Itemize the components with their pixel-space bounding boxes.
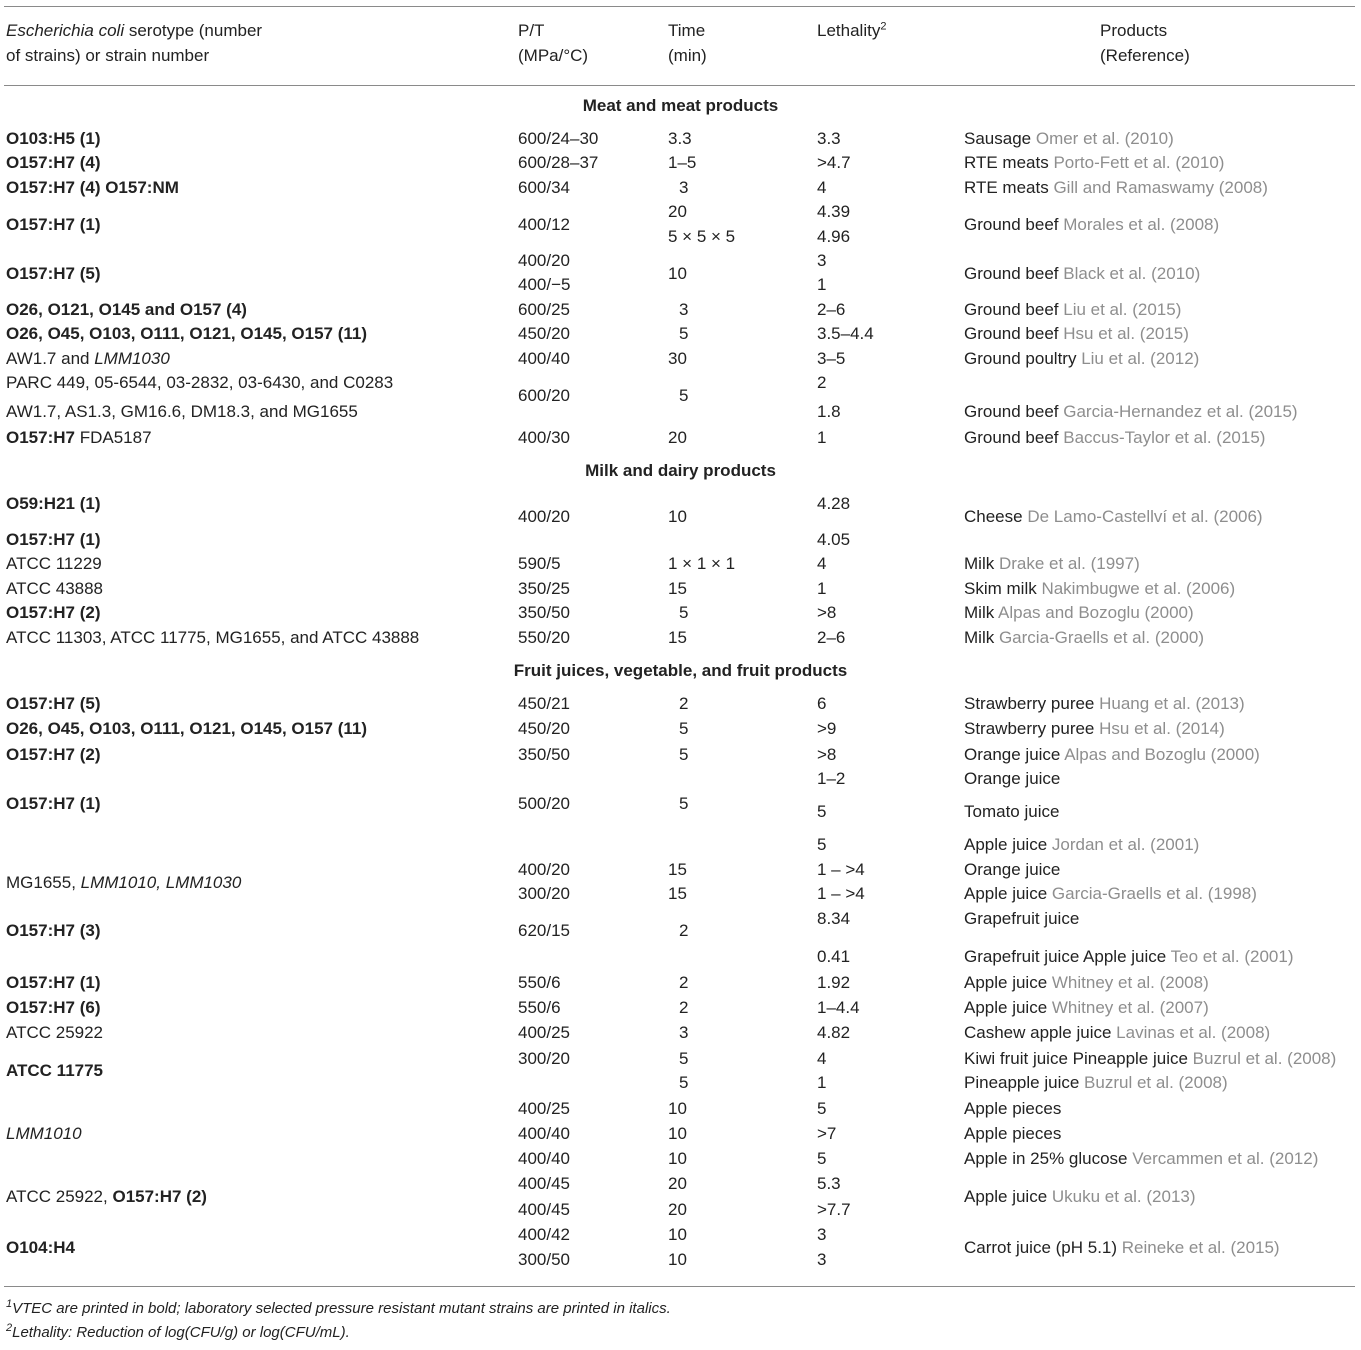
- lethality-cell: 1.8: [817, 402, 841, 421]
- strain-cell: O104:H4: [6, 1238, 75, 1257]
- reference-link[interactable]: Drake et al. (1997): [998, 554, 1140, 573]
- header-rule: [4, 85, 1355, 86]
- header-reference: (Reference): [1100, 46, 1190, 65]
- lethality-cell: 1.92: [817, 973, 851, 992]
- pt-cell: 400/40: [518, 1149, 570, 1168]
- section-meat: Meat and meat products: [582, 96, 779, 115]
- lethality-cell: 4: [817, 178, 827, 197]
- pt-cell: 450/20: [518, 719, 570, 738]
- product-cell: [964, 603, 1194, 623]
- product-cell: [964, 1187, 1196, 1207]
- strain-cell: O157:H7 (4) O157:NM: [6, 178, 179, 197]
- lethality-cell: 1–2: [817, 769, 846, 788]
- footnote-1: [6, 1300, 671, 1318]
- reference-link[interactable]: Ukuku et al. (2013): [1051, 1187, 1196, 1206]
- strain-cell: O157:H7 (5): [6, 264, 101, 283]
- time-cell: 1–5: [668, 153, 697, 172]
- pt-cell: 450/21: [518, 694, 570, 713]
- pt-cell: 400/20: [518, 860, 570, 879]
- lethality-cell: >4.7: [817, 153, 851, 172]
- product-cell: [964, 300, 1181, 320]
- product-cell: [964, 973, 1209, 993]
- product-cell: [964, 349, 1199, 369]
- reference-link[interactable]: Nakimbugwe et al. (2006): [1041, 579, 1236, 598]
- product-name: Ground beef: [964, 300, 1064, 319]
- time-cell: 15: [668, 860, 687, 879]
- pt-cell: 500/20: [518, 794, 570, 813]
- lethality-cell: 3: [817, 251, 827, 270]
- reference-link[interactable]: Baccus-Taylor et al. (2015): [1063, 428, 1266, 447]
- pt-cell: 400/30: [518, 428, 570, 447]
- product-name: Apple juice: [964, 1187, 1052, 1206]
- pt-cell: 550/20: [518, 628, 570, 647]
- product-cell: [964, 507, 1263, 527]
- product-cell: [964, 215, 1219, 235]
- product-cell: [964, 1238, 1280, 1258]
- header-species: Escherichia coli: [6, 21, 125, 40]
- pt-cell: 550/6: [518, 998, 561, 1017]
- time-cell: 10: [668, 1149, 687, 1168]
- lethality-cell: >9: [817, 719, 837, 738]
- top-rule: [4, 6, 1355, 7]
- product-name: Ground beef: [964, 428, 1064, 447]
- pt-cell: 400/40: [518, 349, 570, 368]
- product-name: Cashew apple juice: [964, 1023, 1117, 1042]
- strain-plain: MG1655,: [6, 873, 81, 892]
- product-name: Ground beef: [964, 324, 1064, 343]
- product-name: Carrot juice (pH 5.1): [964, 1238, 1122, 1257]
- pt-cell: 600/28–37: [518, 153, 599, 172]
- header-strain: [6, 21, 262, 41]
- reference-link[interactable]: Whitney et al. (2008): [1051, 973, 1209, 992]
- product-cell: [964, 835, 1199, 855]
- reference-link[interactable]: Garcia-Graells et al. (1998): [1051, 884, 1257, 903]
- time-cell: 20: [668, 1174, 687, 1193]
- strain-plain: FDA5187: [74, 428, 152, 447]
- product-name: RTE meats: [964, 178, 1054, 197]
- product-name: Apple in 25% glucose: [964, 1149, 1133, 1168]
- strain-cell: O26, O45, O103, O111, O121, O145, O157 (11): [6, 719, 368, 738]
- product-cell: [964, 1023, 1270, 1043]
- lethality-cell: 5: [817, 1149, 827, 1168]
- time-cell: 20: [668, 1200, 687, 1219]
- time-cell: 2: [679, 998, 689, 1017]
- pt-cell: 400/42: [518, 1225, 570, 1244]
- time-cell: 5: [679, 603, 689, 622]
- strain-cell: O157:H7 (2): [6, 603, 101, 622]
- time-cell: 2: [679, 973, 689, 992]
- product-cell: [964, 884, 1257, 904]
- lethality-cell: 1: [817, 1073, 827, 1092]
- header-strain-line2: of strains) or strain number: [6, 46, 210, 65]
- pt-cell: 300/20: [518, 884, 570, 903]
- time-cell: 15: [668, 884, 687, 903]
- reference-link[interactable]: Vercammen et al. (2012): [1132, 1149, 1319, 1168]
- time-cell: 15: [668, 579, 687, 598]
- product-name: Strawberry puree: [964, 719, 1100, 738]
- reference-link[interactable]: Alpas and Bozoglu (2000): [998, 603, 1194, 622]
- reference-link[interactable]: Reineke et al. (2015): [1121, 1238, 1280, 1257]
- strain-cell: [6, 428, 152, 448]
- pt-cell: 400/25: [518, 1099, 570, 1118]
- pt-cell: 400/40: [518, 1124, 570, 1143]
- reference-link[interactable]: Huang et al. (2013): [1099, 694, 1245, 713]
- time-cell: 20: [668, 428, 687, 447]
- time-cell: 3: [679, 178, 689, 197]
- strain-cell: ATCC 11229: [6, 554, 102, 573]
- product-name: Orange juice: [964, 745, 1065, 764]
- product-name: Kiwi fruit juice Pineapple juice: [964, 1049, 1193, 1068]
- pt-cell: 400/25: [518, 1023, 570, 1042]
- product-name: Ground beef: [964, 402, 1064, 421]
- pt-cell: 350/50: [518, 603, 570, 622]
- product-name: Apple juice: [964, 973, 1052, 992]
- product-cell: Orange juice: [964, 769, 1061, 788]
- pt-cell: 550/6: [518, 973, 561, 992]
- pt-cell: 400/12: [518, 215, 570, 234]
- product-name: Ground beef: [964, 264, 1064, 283]
- lethality-cell: 3: [817, 1250, 827, 1269]
- reference-link[interactable]: Gill and Ramaswamy (2008): [1053, 178, 1268, 197]
- lethality-cell: 1: [817, 579, 827, 598]
- bottom-rule: [4, 1286, 1355, 1287]
- time-cell: 10: [668, 1250, 687, 1269]
- header-strain-rest: serotype (number: [124, 21, 263, 40]
- time-cell: 3: [679, 300, 689, 319]
- time-cell: 1 × 1 × 1: [668, 554, 736, 573]
- section-milk: Milk and dairy products: [585, 461, 776, 480]
- product-name: Sausage: [964, 129, 1036, 148]
- strain-mutant: LMM1010, LMM1030: [80, 873, 242, 892]
- header-lethality: [817, 21, 886, 41]
- product-name: Milk: [964, 603, 998, 622]
- product-cell: Apple pieces: [964, 1124, 1062, 1143]
- product-name: Skim milk: [964, 579, 1042, 598]
- lethality-cell: 1 – >4: [817, 860, 865, 879]
- product-name: Apple juice: [964, 884, 1052, 903]
- strain-cell: O157:H7 (1): [6, 973, 101, 992]
- lethality-cell: 2–6: [817, 300, 846, 319]
- strain-cell: O59:H21 (1): [6, 494, 101, 513]
- product-cell: Grapefruit juice: [964, 909, 1080, 928]
- lethality-cell: 4: [817, 554, 827, 573]
- reference-link[interactable]: De Lamo-Castellví et al. (2006): [1027, 507, 1263, 526]
- pt-cell: 400/45: [518, 1174, 570, 1193]
- product-cell: [964, 1049, 1336, 1069]
- time-cell: 5: [679, 386, 689, 405]
- time-cell: 10: [668, 1225, 687, 1244]
- strain-cell: O103:H5 (1): [6, 129, 101, 148]
- pt-cell: 450/20: [518, 324, 570, 343]
- product-name: Ground poultry: [964, 349, 1082, 368]
- header-lethality-label: Lethality: [817, 21, 881, 40]
- pt-cell: 400/−5: [518, 275, 571, 294]
- time-cell: 5: [679, 1049, 689, 1068]
- strain-cell: LMM1010: [6, 1124, 82, 1143]
- product-cell: Orange juice: [964, 860, 1061, 879]
- strain-cell: PARC 449, 05-6544, 03-2832, 03-6430, and C0283: [6, 373, 394, 392]
- product-cell: [964, 1073, 1228, 1093]
- time-cell: 3.3: [668, 129, 692, 148]
- product-name: Grapefruit juice Apple juice: [964, 947, 1171, 966]
- reference-link[interactable]: Porto-Fett et al. (2010): [1053, 153, 1225, 172]
- time-cell: 5: [679, 794, 689, 813]
- lethality-cell: 2–6: [817, 628, 846, 647]
- product-cell: [964, 579, 1235, 599]
- time-cell: 5: [679, 719, 689, 738]
- reference-link[interactable]: Black et al. (2010): [1063, 264, 1201, 283]
- strain-cell: [6, 1187, 207, 1207]
- strain-cell: O157:H7 (4): [6, 153, 101, 172]
- lethality-cell: >7.7: [817, 1200, 851, 1219]
- reference-link[interactable]: Lavinas et al. (2008): [1116, 1023, 1271, 1042]
- reference-link[interactable]: Buzrul et al. (2008): [1192, 1049, 1337, 1068]
- reference-link[interactable]: Buzrul et al. (2008): [1084, 1073, 1228, 1092]
- strain-cell: O157:H7 (5): [6, 694, 101, 713]
- header-products: Products: [1100, 21, 1168, 40]
- lethality-cell: 4: [817, 1049, 827, 1068]
- lethality-cell: >7: [817, 1124, 837, 1143]
- strain-cell: O26, O45, O103, O111, O121, O145, O157 (11): [6, 324, 368, 343]
- pt-cell: 400/45: [518, 1200, 570, 1219]
- reference-link[interactable]: Alpas and Bozoglu (2000): [1064, 745, 1260, 764]
- pt-cell: 350/50: [518, 745, 570, 764]
- footnote-1-sup: 1: [6, 1298, 13, 1310]
- lethality-cell: 5.3: [817, 1174, 841, 1193]
- lethality-cell: 3.3: [817, 129, 841, 148]
- product-cell: [964, 178, 1268, 198]
- strain-vtec: O157:H7 (2): [112, 1187, 207, 1206]
- time-cell: 5 × 5 × 5: [668, 227, 736, 246]
- pt-cell: 600/25: [518, 300, 570, 319]
- strain-cell: [6, 873, 241, 893]
- strain-plain: ATCC 25922,: [6, 1187, 113, 1206]
- product-cell: [964, 947, 1294, 967]
- reference-link[interactable]: Whitney et al. (2007): [1051, 998, 1209, 1017]
- lethality-cell: 6: [817, 694, 827, 713]
- product-cell: [964, 719, 1225, 739]
- strain-cell: ATCC 25922: [6, 1023, 104, 1042]
- strain-cell: O26, O121, O145 and O157 (4): [6, 300, 247, 319]
- strain-plain: AW1.7 and: [6, 349, 95, 368]
- strain-cell: O157:H7 (1): [6, 794, 101, 813]
- lethality-cell: 4.39: [817, 202, 851, 221]
- product-cell: [964, 428, 1265, 448]
- pt-cell: 350/25: [518, 579, 570, 598]
- time-cell: 10: [668, 264, 687, 283]
- product-name: Pineapple juice: [964, 1073, 1085, 1092]
- strain-cell: ATCC 43888: [6, 579, 104, 598]
- strain-cell: ATCC 11303, ATCC 11775, MG1655, and ATCC 43888: [6, 628, 420, 647]
- reference-link[interactable]: Garcia-Graells et al. (2000): [998, 628, 1204, 647]
- lethality-cell: 5: [817, 835, 827, 854]
- lethality-cell: 4.82: [817, 1023, 851, 1042]
- product-name: Cheese: [964, 507, 1028, 526]
- time-cell: 5: [679, 1073, 689, 1092]
- lethality-cell: 1 – >4: [817, 884, 865, 903]
- lethality-cell: 3.5–4.4: [817, 324, 874, 343]
- product-cell: [964, 402, 1298, 422]
- strain-cell: AW1.7, AS1.3, GM16.6, DM18.3, and MG1655: [6, 402, 358, 421]
- time-cell: 5: [679, 745, 689, 764]
- strain-vtec: O157:H7: [6, 428, 75, 447]
- lethality-cell: 1: [817, 428, 827, 447]
- product-cell: [964, 153, 1224, 173]
- header-pt: P/T: [518, 21, 545, 40]
- lethality-cell: 4.28: [817, 494, 851, 513]
- pt-cell: 400/20: [518, 507, 570, 526]
- header-pt-unit: (MPa/°C): [518, 46, 589, 65]
- product-cell: [964, 694, 1245, 714]
- reference-link[interactable]: Garcia-Hernandez et al. (2015): [1063, 402, 1298, 421]
- lethality-cell: 2: [817, 373, 827, 392]
- strain-cell: O157:H7 (1): [6, 215, 101, 234]
- pt-cell: 600/20: [518, 386, 570, 405]
- product-name: Strawberry puree: [964, 694, 1100, 713]
- pt-cell: 620/15: [518, 921, 570, 940]
- strain-mutant: LMM1030: [94, 349, 170, 368]
- time-cell: 10: [668, 507, 687, 526]
- lethality-cell: 0.41: [817, 947, 851, 966]
- time-cell: 30: [668, 349, 687, 368]
- strain-cell: ATCC 11775: [6, 1061, 104, 1080]
- product-cell: [964, 264, 1200, 284]
- footnote-2-text: Lethality: Reduction of log(CFU/g) or log(CFU/mL).: [12, 1324, 350, 1341]
- product-name: Apple juice: [964, 998, 1052, 1017]
- product-name: Milk: [964, 554, 999, 573]
- section-fruit: Fruit juices, vegetable, and fruit products: [513, 661, 848, 680]
- time-cell: 15: [668, 628, 687, 647]
- reference-link[interactable]: Liu et al. (2012): [1081, 349, 1200, 368]
- time-cell: 10: [668, 1124, 687, 1143]
- header-time-unit: (min): [668, 46, 707, 65]
- pt-cell: 300/50: [518, 1250, 570, 1269]
- lethality-cell: 5: [817, 802, 827, 821]
- product-cell: Tomato juice: [964, 802, 1060, 821]
- lethality-cell: 8.34: [817, 909, 851, 928]
- header-lethality-sup: 2: [880, 20, 887, 33]
- reference-link[interactable]: Morales et al. (2008): [1063, 215, 1220, 234]
- time-cell: 20: [668, 202, 687, 221]
- product-name: RTE meats: [964, 153, 1054, 172]
- strain-cell: O157:H7 (2): [6, 745, 101, 764]
- reference-link[interactable]: Omer et al. (2010): [1035, 129, 1174, 148]
- lethality-cell: 3–5: [817, 349, 846, 368]
- lethality-cell: 1–4.4: [817, 998, 860, 1017]
- product-name: Milk: [964, 628, 999, 647]
- time-cell: 3: [679, 1023, 689, 1042]
- time-cell: 2: [679, 694, 689, 713]
- time-cell: 10: [668, 1099, 687, 1118]
- lethality-cell: 3: [817, 1225, 827, 1244]
- lethality-cell: 4.96: [817, 227, 851, 246]
- lethality-cell: >8: [817, 745, 837, 764]
- footnote-2-sup: 2: [6, 1322, 13, 1334]
- product-cell: [964, 324, 1189, 344]
- lethality-cell: 4.05: [817, 530, 851, 549]
- pt-cell: 590/5: [518, 554, 561, 573]
- product-cell: [964, 745, 1260, 765]
- reference-link[interactable]: Liu et al. (2015): [1063, 300, 1182, 319]
- reference-link[interactable]: Jordan et al. (2001): [1051, 835, 1200, 854]
- pt-cell: 400/20: [518, 251, 570, 270]
- pt-cell: 300/20: [518, 1049, 570, 1068]
- product-cell: [964, 628, 1204, 648]
- time-cell: 5: [679, 324, 689, 343]
- strain-cell: [6, 349, 170, 369]
- header-time: Time: [668, 21, 706, 40]
- product-name: Apple juice: [964, 835, 1052, 854]
- product-name: Ground beef: [964, 215, 1064, 234]
- lethality-cell: 5: [817, 1099, 827, 1118]
- product-cell: [964, 1149, 1318, 1169]
- strain-cell: O157:H7 (6): [6, 998, 101, 1017]
- pt-cell: 600/34: [518, 178, 570, 197]
- footnote-1-text: VTEC are printed in bold; laboratory selected pressure resistant mutant strains are printed in italics.: [12, 1300, 671, 1317]
- lethality-cell: >8: [817, 603, 837, 622]
- reference-link[interactable]: Teo et al. (2001): [1170, 947, 1294, 966]
- footnote-2: [6, 1324, 350, 1342]
- strain-cell: O157:H7 (3): [6, 921, 101, 940]
- pt-cell: 600/24–30: [518, 129, 599, 148]
- lethality-cell: 1: [817, 275, 827, 294]
- strain-cell: O157:H7 (1): [6, 530, 101, 549]
- product-cell: Apple pieces: [964, 1099, 1062, 1118]
- reference-link[interactable]: Hsu et al. (2015): [1063, 324, 1189, 343]
- reference-link[interactable]: Hsu et al. (2014): [1099, 719, 1225, 738]
- time-cell: 2: [679, 921, 689, 940]
- product-cell: [964, 129, 1174, 149]
- product-cell: [964, 554, 1140, 574]
- product-cell: [964, 998, 1209, 1018]
